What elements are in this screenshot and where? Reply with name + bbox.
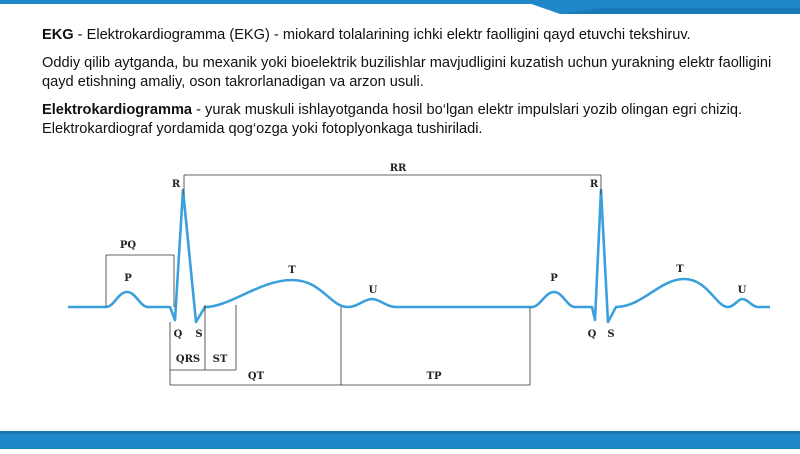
ekg-waveform: [68, 190, 770, 322]
top-accent-bar: [0, 0, 800, 14]
label-r-1: R: [171, 179, 181, 190]
label-rr: RR: [389, 163, 407, 174]
paragraph-simple-text: Oddiy qilib aytganda, bu mexanik yoki bioelektrik buzilishlar mavjudligini kuzatish uchun yurakning elektr faolligini qayd etishning amaliy, oson takrorlanadigan va arzon usuli.: [42, 55, 772, 90]
label-q-2: Q: [587, 329, 597, 340]
label-t-1: T: [288, 265, 296, 276]
bottom-accent-bar: [0, 431, 800, 449]
top-accent-shape: [0, 0, 800, 14]
label-s-2: S: [607, 329, 615, 340]
paragraph-ekg-text: - Elektrokardiogramma (EKG) - miokard tolalarining ichki elektr faolligini qayd etuvchi tekshiruv.: [73, 27, 691, 43]
label-u-1: U: [368, 285, 378, 296]
label-u-2: U: [737, 285, 747, 296]
label-tp: TP: [426, 371, 442, 382]
label-q-1: Q: [173, 329, 183, 340]
label-qt: QT: [247, 371, 265, 382]
label-p-1: P: [124, 273, 132, 284]
label-pq: PQ: [119, 240, 137, 251]
label-qrs: QRS: [175, 354, 201, 365]
label-p-2: P: [550, 273, 558, 284]
term-elektrokardiogramma: Elektrokardiogramma: [42, 102, 193, 118]
label-r-2: R: [589, 179, 599, 190]
slide-text: [42, 26, 772, 148]
label-t-2: T: [676, 264, 684, 275]
paragraph-ecg-text: - yurak muskuli ishlayotganda hosil bo‘lgan elektr impulslari yozib olingan egri chiziq. Elektrokardiograf yordamida qog‘ozga yoki fotoplyonkaga tushiriladi.: [42, 102, 743, 137]
paragraph-ekg-definition: [42, 26, 772, 45]
ekg-diagram: [60, 160, 780, 390]
label-st: ST: [212, 354, 228, 365]
term-ekg: EKG: [42, 27, 74, 43]
paragraph-ecg-definition: [42, 101, 772, 139]
paragraph-simple-explanation: [42, 54, 772, 92]
bottom-accent-shape: [0, 431, 800, 449]
label-s-1: S: [195, 329, 203, 340]
